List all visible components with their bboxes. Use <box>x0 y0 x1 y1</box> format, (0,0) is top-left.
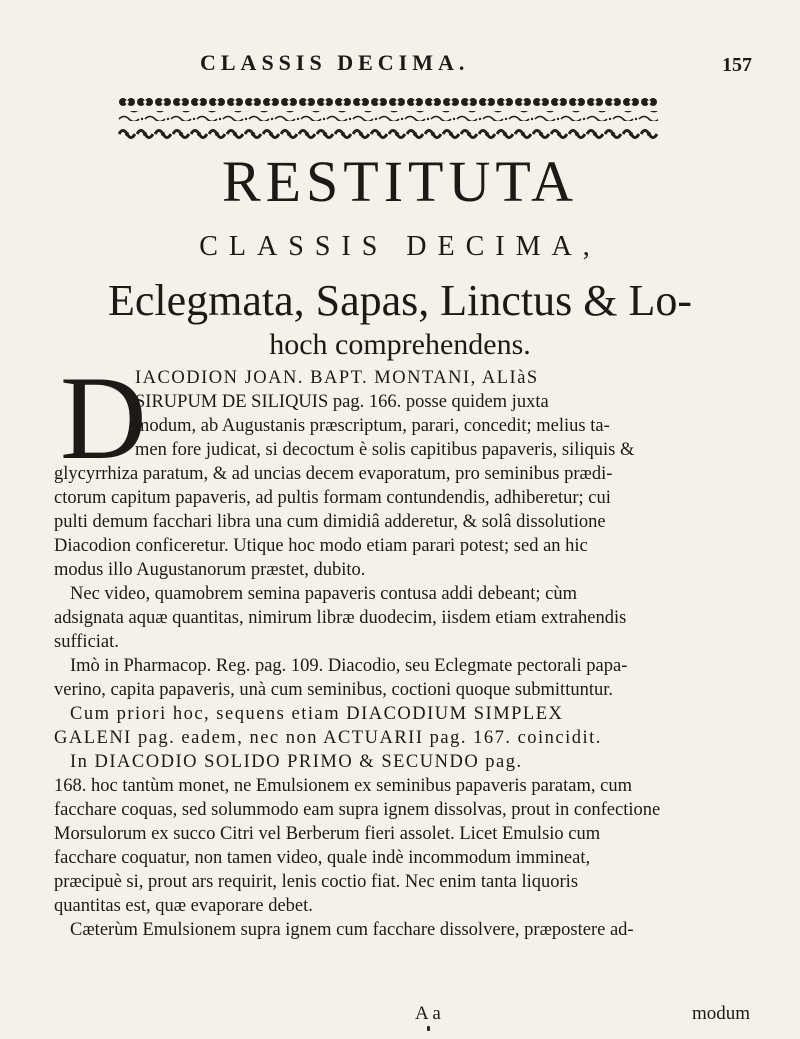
text-line: facchare coquatur, non tamen video, quale indè incommodum immineat, <box>54 848 591 868</box>
text-line: verino, capita papaveris, unà cum seminibus, coctioni quoque submittuntur. <box>54 680 613 700</box>
text-line: facchare coquas, sed solummodo eam supra ignem dissolvas, prout in confectione <box>54 800 661 820</box>
ink-speck <box>427 1026 430 1031</box>
text-line: In DIACODIO SOLIDO PRIMO & SECUNDO pag. <box>70 752 523 772</box>
text-line: glycyrrhiza paratum, & ad uncias decem evaporatum, pro seminibus prædi- <box>54 464 613 484</box>
subtitle-line-2: hoch comprehendens. <box>269 328 531 361</box>
text-line: Nec video, quamobrem semina papaveris contusa addi debeant; cùm <box>70 584 578 604</box>
page-number: 157 <box>722 54 752 76</box>
text-line: modum, ab Augustanis præscriptum, parari, concedit; melius ta- <box>135 416 610 436</box>
signature-mark: A a <box>415 1003 441 1024</box>
text-line: SIRUPUM DE SILIQUIS pag. 166. posse quidem juxta <box>135 392 549 412</box>
text-line: modus illo Augustanorum præstet, dubito. <box>54 560 366 580</box>
text-line: ctorum capitum papaveris, ad pultis formam contundendis, adhiberetur; cui <box>54 488 611 508</box>
text-line: 168. hoc tantùm monet, ne Emulsionem ex seminibus papaveris paratam, cum <box>54 776 632 796</box>
text-line: Diacodion conficeretur. Utique hoc modo etiam parari potest; sed an hic <box>54 536 588 556</box>
text-line: Morsulorum ex succo Citri vel Berberum fieri assolet. Licet Emulsio cum <box>54 824 601 844</box>
subtitle-line-1: Eclegmata, Sapas, Linctus & Lo- <box>107 276 693 325</box>
catchword: modum <box>692 1003 751 1024</box>
text-line: quantitas est, quæ evaporare debet. <box>54 896 313 916</box>
text-line: Cum priori hoc, sequens etiam DIACODIUM SIMPLEX <box>70 704 564 724</box>
text-line: adsignata aquæ quantitas, nimirum libræ duodecim, iisdem etiam extrahendis <box>54 608 627 628</box>
text-line: men fore judicat, si decoctum è solis capitibus papaveris, siliquis & <box>135 440 635 460</box>
text-line: sufficiat. <box>54 632 119 652</box>
text-line: IACODION JOAN. BAPT. MONTANI, ALIàS <box>135 368 539 388</box>
running-title: CLASSIS DECIMA. <box>200 50 470 75</box>
text-line: Cæterùm Emulsionem supra ignem cum facchare dissolvere, præpostere ad- <box>70 920 634 940</box>
page-footer <box>0 1003 800 1031</box>
drop-cap: D <box>60 351 147 484</box>
text-line: GALENI pag. eadem, nec non ACTUARII pag. 167. coincidit. <box>54 728 602 748</box>
main-title: RESTITUTA <box>221 149 579 214</box>
text-line: Imò in Pharmacop. Reg. pag. 109. Diacodio, seu Eclegmate pectorali papa- <box>70 656 628 676</box>
class-title: CLASSIS DECIMA, <box>199 231 601 262</box>
text-line: præcipuè si, prout ars requirit, lenis coctio fiat. Nec enim tanta liquoris <box>54 872 579 892</box>
text-line: pulti demum facchari libra una cum dimidiâ adderetur, & solâ dissolutione <box>54 512 606 532</box>
